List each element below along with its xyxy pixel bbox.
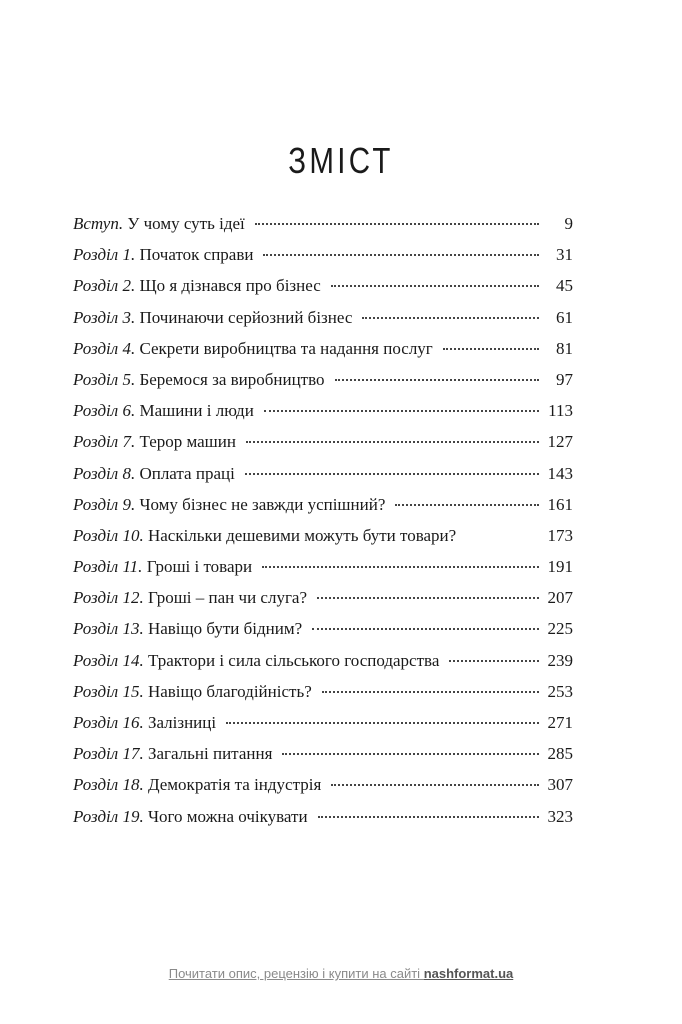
toc-entry-label: Розділ 9.: [73, 494, 136, 514]
toc-entry-page-number: 127: [547, 432, 573, 452]
toc-entry-label: Розділ 5.: [73, 369, 136, 389]
toc-entry-label: Розділ 18.: [73, 775, 144, 795]
toc-entry-leader-dots: [317, 597, 539, 599]
toc-entry-title: Гроші – пан чи слуга?: [143, 588, 308, 608]
toc-entry-page-number: 161: [547, 494, 573, 514]
toc-entry-page-number: 143: [547, 463, 573, 483]
toc-entry-leader-dots: [282, 753, 539, 755]
toc-entry-leader-dots: [312, 628, 539, 630]
toc-entry-title: Секрети виробництва та надання послуг: [135, 338, 433, 358]
toc-entry-label: Розділ 15.: [73, 681, 144, 701]
toc-entry-label: Розділ 19.: [73, 806, 144, 826]
toc-entry: [73, 682, 573, 713]
toc-entry: [73, 401, 573, 432]
toc-entry-title: Чого можна очікувати: [143, 806, 308, 826]
toc-entry-page-number: 207: [547, 588, 573, 608]
toc-entry: [73, 276, 573, 307]
toc-entry-leader-dots: [264, 410, 539, 412]
toc-entry-leader-dots: [226, 722, 539, 724]
toc-entry: [73, 370, 573, 401]
toc-entry-title: Трактори і сила сільського господарства: [143, 650, 440, 670]
toc-entry: [73, 339, 573, 370]
toc-entry: [73, 308, 573, 339]
toc-entry-page-number: 323: [547, 806, 573, 826]
toc-entry-label: Розділ 13.: [73, 619, 144, 639]
toc-entry-title: Початок справи: [135, 245, 254, 265]
toc-entry-title: У чому суть ідеї: [123, 214, 245, 233]
toc-entry-title: Що я дізнався про бізнес: [135, 276, 321, 296]
toc-entry-leader-dots: [322, 691, 539, 693]
toc-entry-title: Загальні питання: [143, 744, 273, 764]
toc-entry-title: Демократія та індустрія: [143, 775, 322, 795]
toc-entry-label: Розділ 4.: [73, 338, 136, 358]
toc-entry-leader-dots: [335, 379, 539, 381]
toc-entry-label: Розділ 7.: [73, 432, 136, 452]
toc-entry-label: Розділ 1.: [73, 245, 136, 265]
toc-entry-leader-dots: [255, 223, 539, 225]
toc-entry-label: Вступ.: [73, 214, 124, 233]
toc-entry-label: Розділ 17.: [73, 744, 144, 764]
toc-entry: [73, 432, 573, 463]
toc-entry-page-number: 45: [556, 276, 573, 296]
toc-entry-page-number: 225: [547, 619, 573, 639]
toc-entry-title: Гроші і товари: [142, 557, 253, 577]
toc-entry: [73, 245, 573, 276]
footer: [0, 966, 682, 981]
toc-entry-title: Чому бізнес не завжди успішний?: [135, 494, 386, 514]
toc-entry-page-number: 97: [556, 369, 573, 389]
toc-entry: [73, 588, 573, 619]
toc-entry-page-number: 307: [547, 775, 573, 795]
footer-text: Почитати опис, рецензію і купити на сайті: [168, 966, 424, 981]
toc-entry-leader-dots: [245, 473, 539, 475]
toc-entry-title: Навіщо бути бідним?: [143, 619, 303, 639]
toc-entry-page-number: 81: [556, 338, 573, 358]
table-of-contents: [73, 214, 573, 838]
toc-entry: [73, 214, 573, 245]
toc-entry: [73, 651, 573, 682]
toc-entry-page-number: 173: [547, 525, 573, 545]
footer-link[interactable]: nashformat.ua: [423, 966, 514, 981]
toc-entry-page-number: 191: [547, 557, 573, 577]
toc-entry-title: Беремося за виробництво: [135, 369, 325, 389]
toc-entry-page-number: 285: [547, 744, 573, 764]
toc-entry-leader-dots: [263, 254, 539, 256]
toc-entry: [73, 713, 573, 744]
toc-entry-title: Машини і люди: [135, 401, 254, 421]
toc-entry-page-number: 271: [547, 713, 573, 732]
toc-entry: [73, 495, 573, 526]
toc-entry-leader-dots: [449, 660, 539, 662]
page-title: ЗМІСТ: [288, 140, 394, 181]
toc-entry-page-number: 239: [547, 650, 573, 670]
toc-entry-page-number: 61: [556, 307, 573, 327]
toc-entry-leader-dots: [318, 816, 539, 818]
toc-entry-page-number: 9: [564, 214, 573, 233]
toc-entry-label: Розділ 3.: [73, 307, 136, 327]
toc-entry-label: Розділ 14.: [73, 650, 144, 670]
toc-entry-label: Розділ 16.: [73, 713, 144, 732]
toc-entry: [73, 464, 573, 495]
toc-entry: [73, 526, 573, 557]
toc-entry-leader-dots: [262, 566, 539, 568]
toc-entry: [73, 807, 573, 838]
toc-entry-label: Розділ 6.: [73, 401, 136, 421]
toc-entry-label: Розділ 12.: [73, 588, 144, 608]
toc-entry: [73, 557, 573, 588]
toc-entry-title: Наскільки дешевими можуть бути товари?: [143, 525, 457, 545]
toc-entry-page-number: 31: [556, 245, 573, 265]
toc-entry: [73, 775, 573, 806]
toc-entry-title: Починаючи серйозний бізнес: [135, 307, 353, 327]
toc-entry-leader-dots: [362, 317, 539, 319]
toc-entry-page-number: 113: [548, 401, 573, 421]
toc-entry-label: Розділ 8.: [73, 463, 136, 483]
toc-entry-leader-dots: [331, 285, 539, 287]
toc-entry-label: Розділ 11.: [73, 557, 143, 577]
toc-entry-title: Навіщо благодійність?: [143, 681, 312, 701]
toc-entry-leader-dots: [331, 784, 539, 786]
toc-entry-label: Розділ 10.: [73, 525, 144, 545]
toc-entry: [73, 619, 573, 650]
toc-entry-title: Залізниці: [143, 713, 217, 732]
toc-entry: [73, 744, 573, 775]
toc-entry-title: Терор машин: [135, 432, 236, 452]
toc-entry-leader-dots: [443, 348, 539, 350]
toc-entry-label: Розділ 2.: [73, 276, 136, 296]
toc-entry-page-number: 253: [547, 681, 573, 701]
toc-entry-leader-dots: [246, 441, 539, 443]
toc-entry-leader-dots: [395, 504, 539, 506]
toc-entry-title: Оплата праці: [135, 463, 235, 483]
